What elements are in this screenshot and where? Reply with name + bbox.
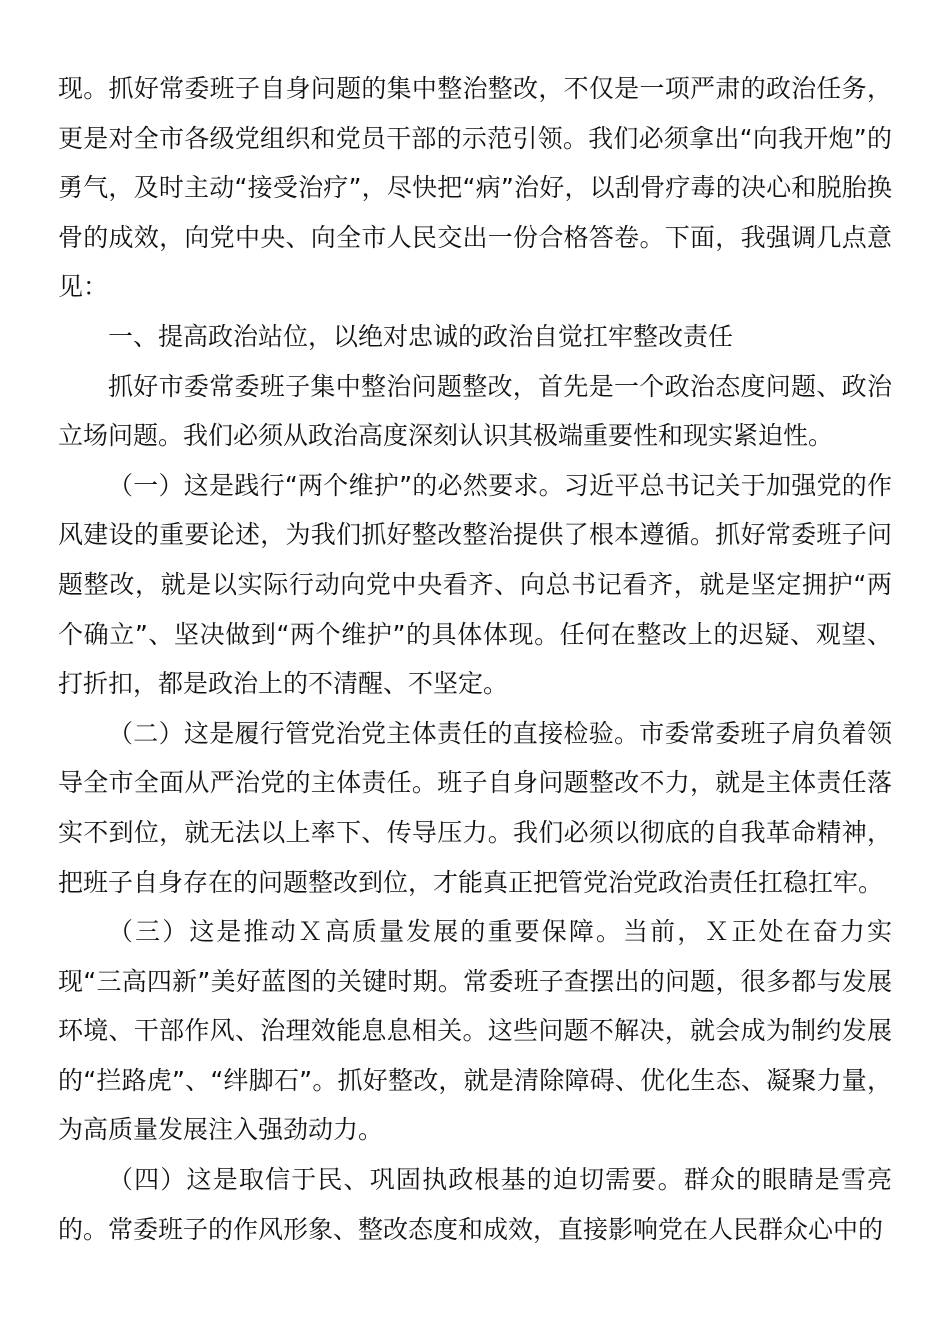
paragraph-point-2: （二）这是履行管党治党主体责任的直接检验。市委常委班子肩负着领导全市全面从严治党的主体责任。班子自身问题整改不力，就是主体责任落实不到位，就无法以上率下、传导压力。我们必须以彻底的自我革命精神，把班子自身存在的问题整改到位，才能真正把管党治党政治责任扛稳扛牢。 xyxy=(58,718,892,897)
paragraph-intro-continuation: 现。抓好常委班子自身问题的集中整治整改，不仅是一项严肃的政治任务，更是对全市各级党组织和党员干部的示范引领。我们必须拿出“向我开炮”的勇气，及时主动“接受治疗”，尽快把“病”治好，以刮骨疗毒的决心和脱胎换骨的成效，向党中央、向全市人民交出一份合格答卷。下面，我强调几点意见： xyxy=(58,74,892,302)
document-page xyxy=(58,64,892,1254)
paragraph-point-1: （一）这是践行“两个维护”的必然要求。习近平总书记关于加强党的作风建设的重要论述，为我们抓好整改整治提供了根本遵循。抓好常委班子问题整改，就是以实际行动向党中央看齐、向总书记看齐，就是坚定拥护“两个确立”、坚决做到“两个维护”的具体体现。任何在整改上的迟疑、观望、打折扣，都是政治上的不清醒、不坚定。 xyxy=(58,470,892,699)
paragraph-section-1-intro: 抓好市委常委班子集中整治问题整改，首先是一个政治态度问题、政治立场问题。我们必须从政治高度深刻认识其极端重要性和现实紧迫性。 xyxy=(58,371,892,451)
paragraph-point-4: （四）这是取信于民、巩固执政根基的迫切需要。群众的眼睛是雪亮的。常委班子的作风形象、整改态度和成效，直接影响党在人民群众心中的 xyxy=(58,1165,892,1244)
paragraph-point-3: （三）这是推动Ｘ高质量发展的重要保障。当前，Ｘ正处在奋力实现“三高四新”美好蓝图的关键时期。常委班子查摆出的问题，很多都与发展环境、干部作风、治理效能息息相关。这些问题不解决，就会成为制约发展的“拦路虎”、“绊脚石”。抓好整改，就是清除障碍、优化生态、凝聚力量，为高质量发展注入强劲动力。 xyxy=(58,917,892,1145)
section-heading-1: 一、提高政治站位，以绝对忠诚的政治自觉扛牢整改责任 xyxy=(108,321,734,351)
